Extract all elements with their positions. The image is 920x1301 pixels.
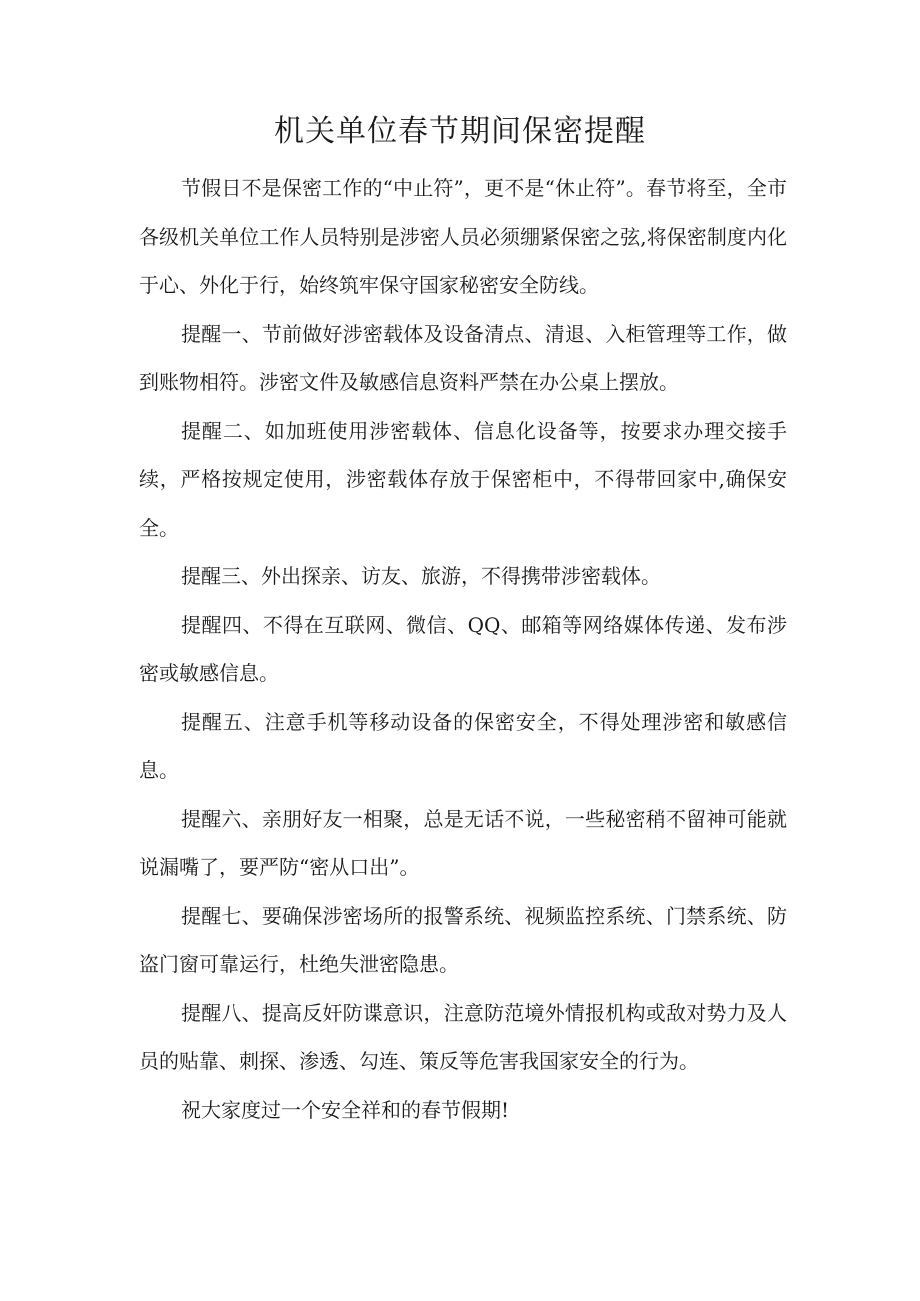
- reminder-6-paragraph: 提醒六、亲朋好友一相聚，总是无话不说，一些秘密稍不留神可能就说漏嘴了，要严防“密从口出”。: [139, 806, 787, 879]
- reminder-5-paragraph: 提醒五、注意手机等移动设备的保密安全，不得处理涉密和敏感信息。: [139, 709, 787, 782]
- reminder-2-paragraph: 提醒二、如加班使用涉密载体、信息化设备等，按要求办理交接手续，严格按规定使用，涉密载体存放于保密柜中，不得带回家中,确保安全。: [139, 418, 787, 540]
- reminder-4-paragraph: 提醒四、不得在互联网、微信、QQ、邮箱等网络媒体传递、发布涉密或敏感信息。: [139, 612, 787, 685]
- intro-paragraph: 节假日不是保密工作的“中止符”，更不是“休止符”。春节将至，全市各级机关单位工作人员特别是涉密人员必须绷紧保密之弦,将保密制度内化于心、外化于行，始终筑牢保守国家秘密安全防线。: [139, 176, 787, 297]
- closing-paragraph: 祝大家度过一个安全祥和的春节假期!: [181, 1097, 510, 1122]
- reminder-8-paragraph: 提醒八、提高反奸防谍意识，注意防范境外情报机构或敌对势力及人员的贴靠、刺探、渗透、勾连、策反等危害我国家安全的行为。: [139, 1000, 787, 1073]
- reminder-3-paragraph: 提醒三、外出探亲、访友、旅游，不得携带涉密载体。: [181, 564, 661, 588]
- reminder-1-paragraph: 提醒一、节前做好涉密载体及设备清点、清退、入柜管理等工作，做到账物相符。涉密文件及敏感信息资料严禁在办公桌上摆放。: [139, 321, 787, 394]
- reminder-7-paragraph: 提醒七、要确保涉密场所的报警系统、视频监控系统、门禁系统、防盗门窗可靠运行，杜绝失泄密隐患。: [139, 903, 787, 976]
- document-title: 机关单位春节期间保密提醒: [274, 114, 646, 149]
- document-body: [139, 164, 787, 1134]
